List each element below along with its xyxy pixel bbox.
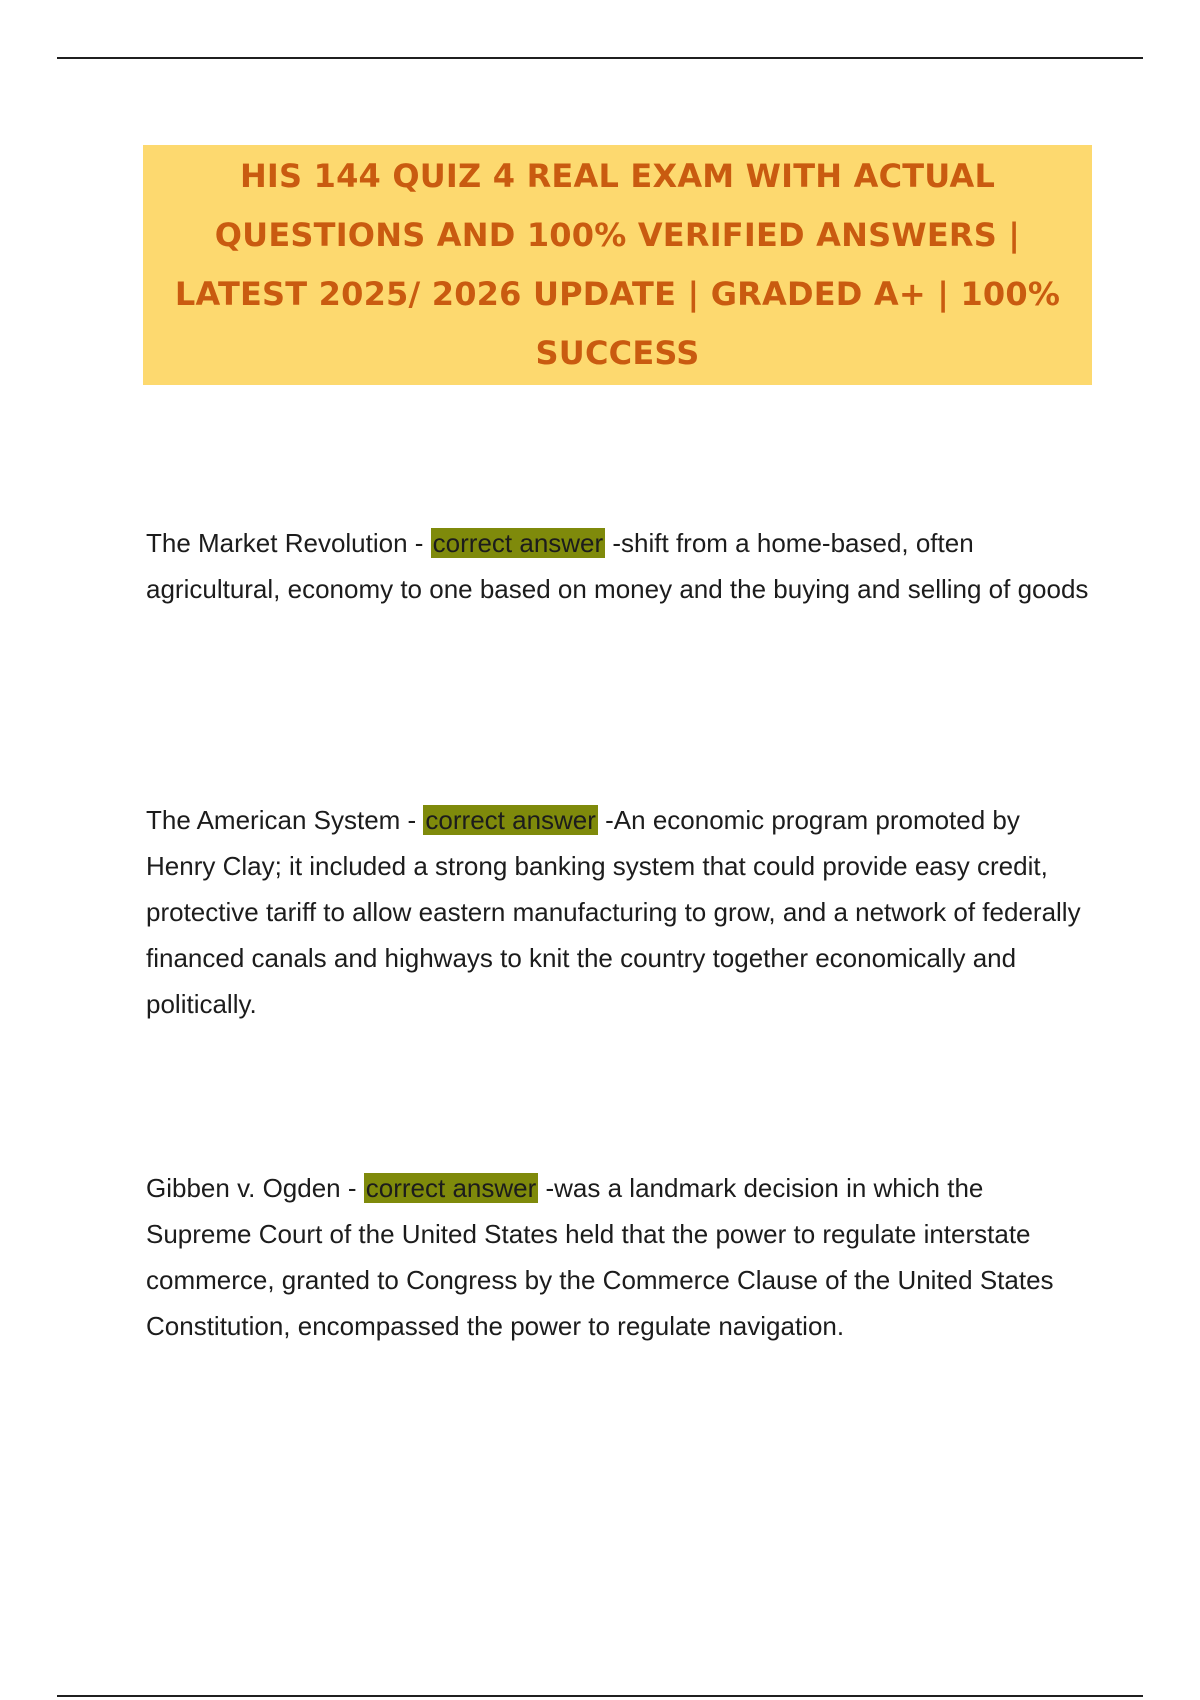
qa-term: The American System [146, 805, 401, 835]
qa-definition: -shift from a home-based, often agricultural, economy to one based on money and the buying and selling of goods [146, 528, 1089, 604]
qa-item-american-system [146, 797, 1096, 1027]
qa-item-market-revolution [146, 520, 1096, 612]
header-rule [57, 57, 1143, 59]
correct-answer-marker: correct answer [425, 805, 596, 835]
title-banner [143, 145, 1092, 385]
document-title: HIS 144 QUIZ 4 REAL EXAM WITH ACTUAL QUESTIONS AND 100% VERIFIED ANSWERS | LATEST 2025/ 2026 UPDATE | GRADED A+ | 100% SUCCESS [174, 157, 1061, 372]
qa-separator: - [340, 1173, 364, 1203]
correct-answer-marker: correct answer [365, 1173, 537, 1203]
qa-separator: - [400, 805, 424, 835]
qa-term: The Market Revolution [146, 528, 408, 558]
footer-rule [57, 1695, 1143, 1697]
qa-term: Gibben v. Ogden [146, 1173, 341, 1203]
correct-answer-marker: correct answer [432, 528, 604, 558]
qa-definition: -An economic program promoted by Henry Clay; it included a strong banking system that could provide easy credit, protective tariff to allow eastern manufacturing to grow, and a network of federally financed canals and highways to knit the country together economically and politically. [146, 805, 1081, 1019]
qa-definition: -was a landmark decision in which the Supreme Court of the United States held that the power to regulate interstate commerce, granted to Congress by the Commerce Clause of the United States Constitution, encompassed the power to regulate navigation. [146, 1173, 1054, 1341]
qa-item-gibben-v-ogden [146, 1165, 1096, 1349]
qa-separator: - [407, 528, 431, 558]
